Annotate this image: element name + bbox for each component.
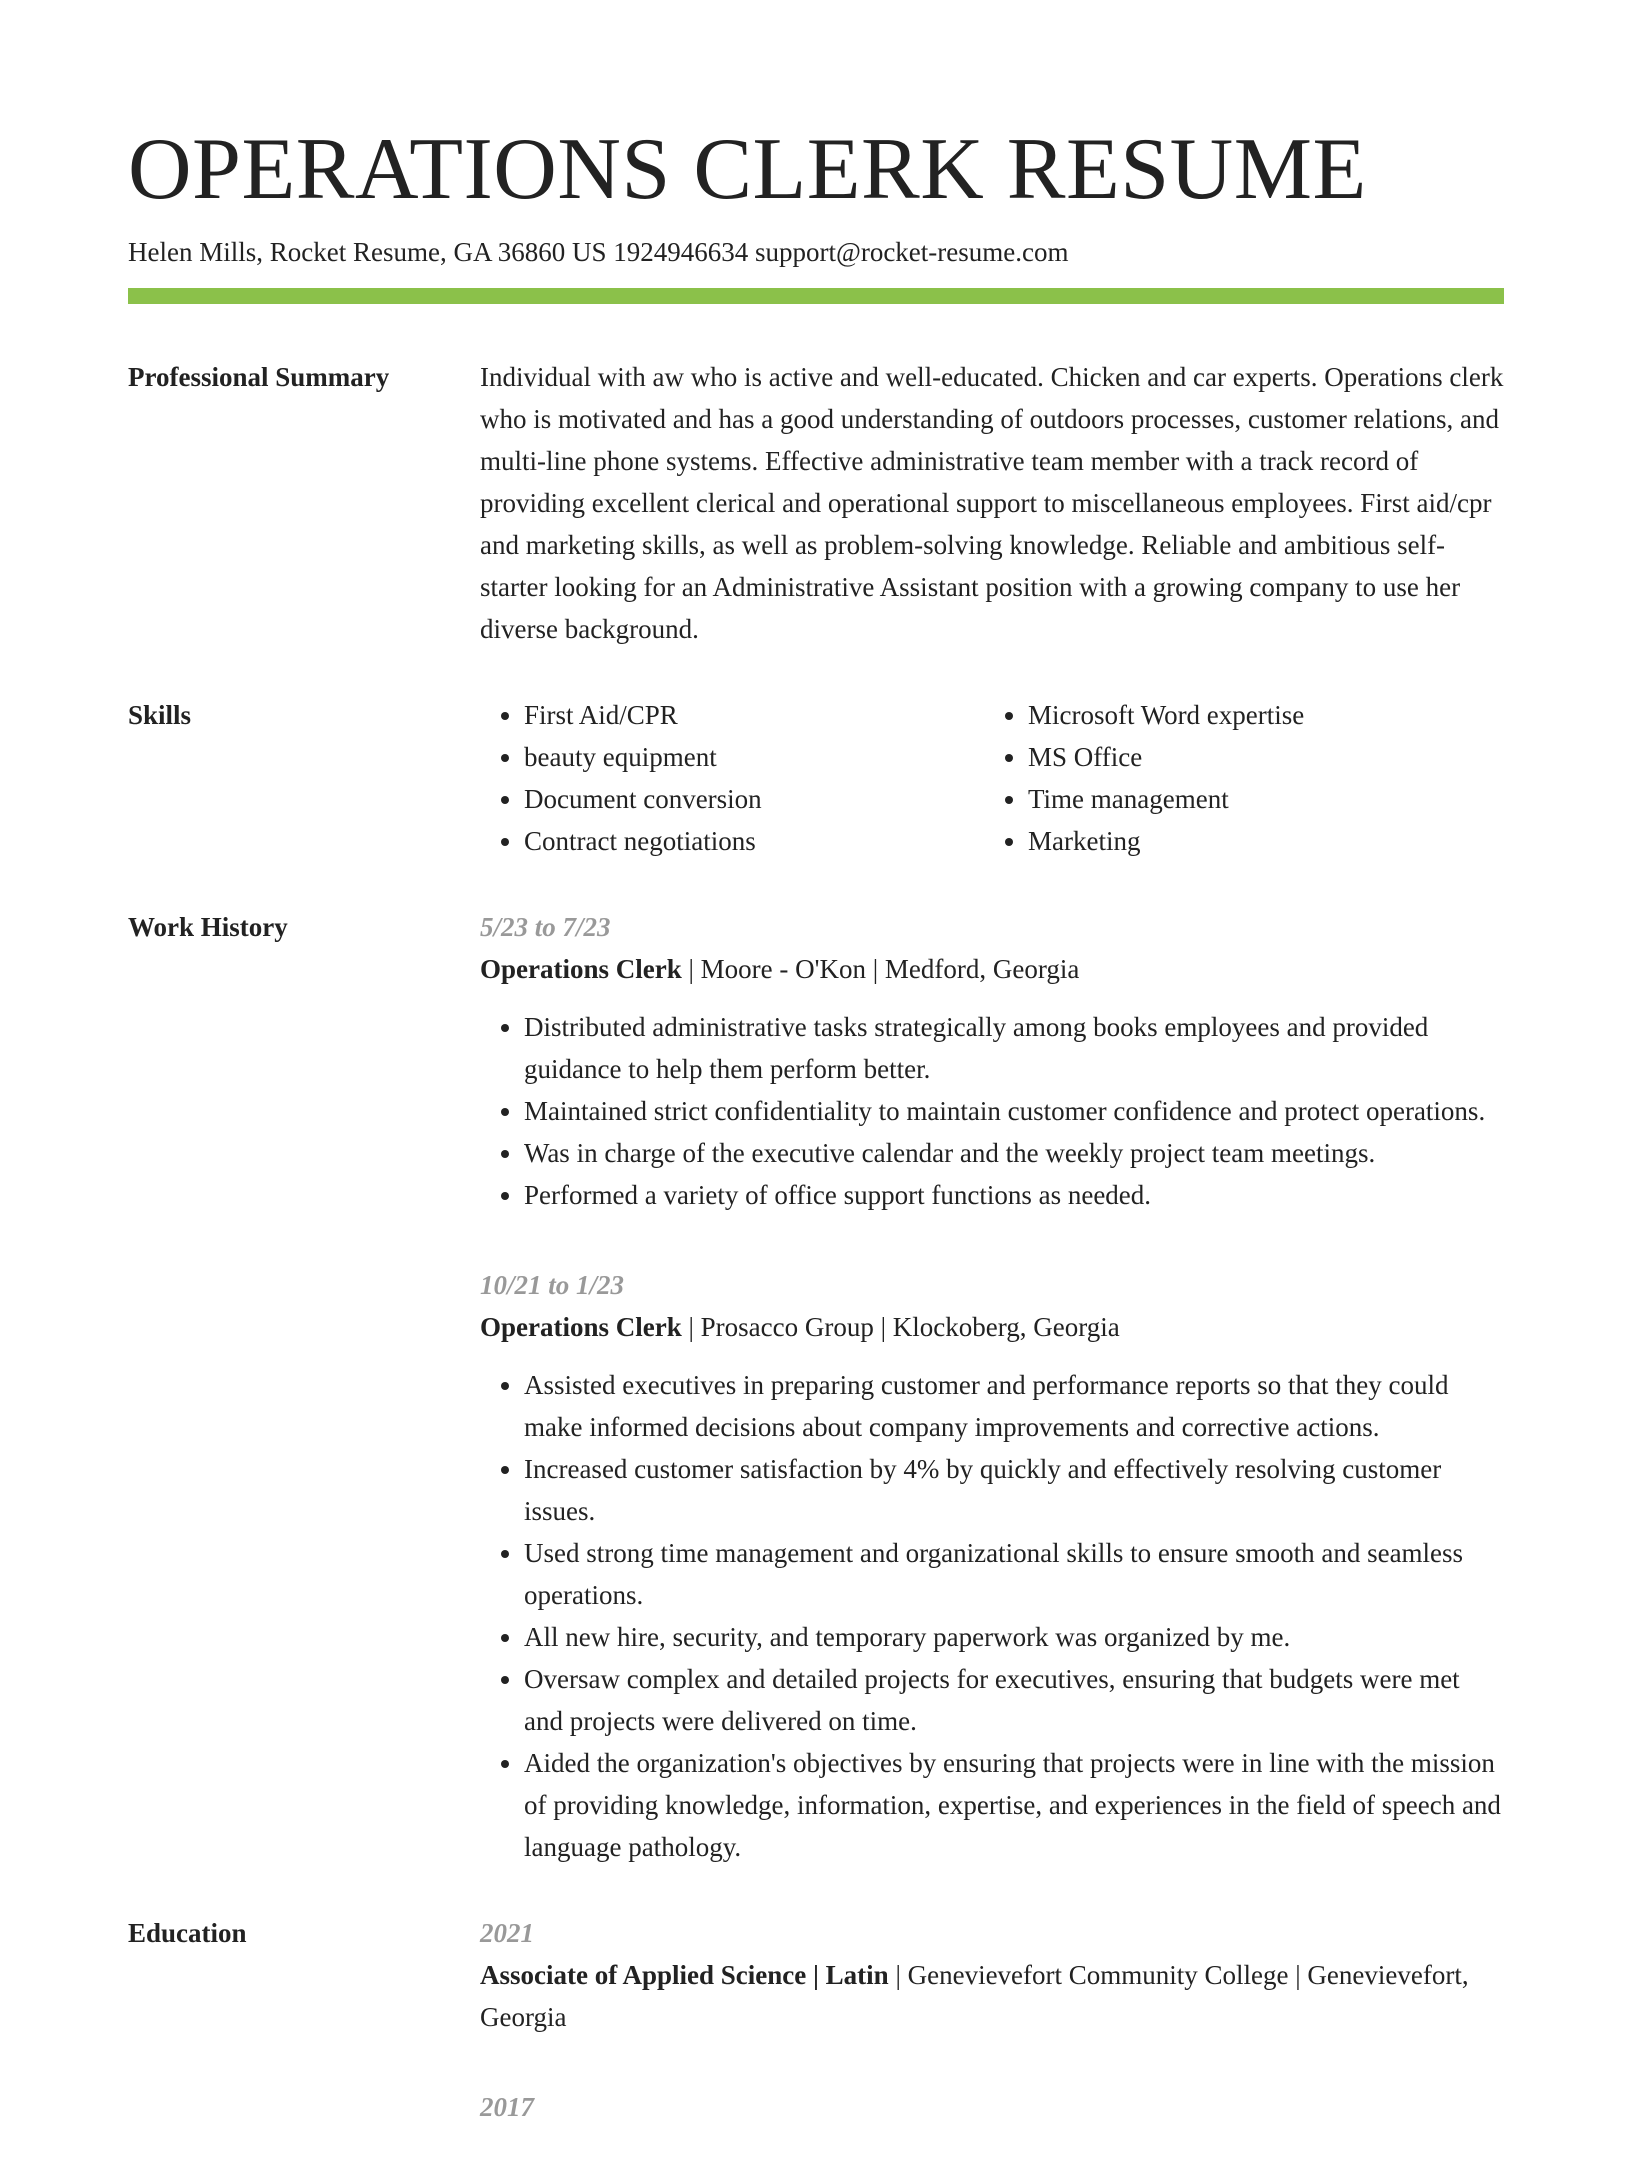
skills-section [128,694,1504,862]
job-bullet: • Aided the organization's objectives by ensuring that projects were in line with the mission of providing knowledge, information, expertise, and experiences in the field of speech and language pathology. [524,1742,1504,1868]
skills-label: Skills [128,700,192,730]
resume-title: OPERATIONS CLERK RESUME [128,121,1367,218]
skill-item: • Contract negotiations [524,820,984,862]
job-bullet: • Assisted executives in preparing customer and performance reports so that they could make informed decisions about company improvements and corrective actions. [524,1364,1504,1448]
summary-text: Individual with aw who is active and well-educated. Chicken and car experts. Operations clerk who is motivated and has a good understanding of outdoors processes, customer relations, and multi-line phone systems. Effective administrative team member with a track record of providing excellent clerical and operational support to miscellaneous employees. First aid/cpr and marketing skills, as well as problem-solving knowledge. Reliable and ambitious self-starter looking for an Administrative Assistant position with a growing company to use her diverse background. [480,362,1504,644]
skill-item: • Document conversion [524,778,984,820]
job-date: 10/21 to 1/23 [480,1270,625,1300]
education-details: | Genevievefort Community College | Genevievefort, Georgia [480,1960,1469,2032]
education-line [480,1954,1504,2038]
job-bullet: • Oversaw complex and detailed projects for executives, ensuring that budgets were met and projects were delivered on time. [524,1658,1504,1742]
skill-item: • Marketing [1028,820,1488,862]
job-role: Operations Clerk [480,954,682,984]
job-bullet: • All new hire, security, and temporary paperwork was organized by me. [524,1616,1504,1658]
education-section [128,1912,1504,2176]
job-entry [480,906,1504,1216]
summary-label: Professional Summary [128,362,390,392]
job-entry [480,1264,1504,1868]
job-bullet: • Maintained strict confidentiality to maintain customer confidence and protect operations. [524,1090,1504,1132]
job-role: Operations Clerk [480,1312,682,1342]
resume-page [128,118,1504,2176]
job-bullet: • Distributed administrative tasks strategically among books employees and provided guidance to help them perform better. [524,1006,1504,1090]
job-bullets [480,1364,1504,1868]
work-history-section [128,906,1504,1868]
skill-item: • Time management [1028,778,1488,820]
job-title-line [480,1306,1504,1348]
job-bullet: • Increased customer satisfaction by 4% by quickly and effectively resolving customer issues. [524,1448,1504,1532]
job-title-line [480,948,1504,990]
summary-section [128,356,1504,650]
skill-item: • MS Office [1028,736,1488,778]
education-entry [480,1912,1504,2038]
education-date: 2017 [480,2092,534,2122]
education-label: Education [128,1918,247,1948]
skills-list-left [480,694,984,862]
job-date: 5/23 to 7/23 [480,912,611,942]
skill-item: • First Aid/CPR [524,694,984,736]
education-entry [480,2086,1504,2128]
job-details: | Moore - O'Kon | Medford, Georgia [681,954,1080,984]
job-bullets [480,1006,1504,1216]
education-date: 2021 [480,1918,534,1948]
job-bullet: • Performed a variety of office support functions as needed. [524,1174,1504,1216]
job-bullet: • Was in charge of the executive calendar and the weekly project team meetings. [524,1132,1504,1174]
education-degree: Associate of Applied Science | Latin [480,1960,889,1990]
skills-list-right [984,694,1488,862]
job-details: | Prosacco Group | Klockoberg, Georgia [681,1312,1120,1342]
work-history-label: Work History [128,912,288,942]
skill-item: • Microsoft Word expertise [1028,694,1488,736]
skill-item: • beauty equipment [524,736,984,778]
accent-divider [128,288,1504,304]
contact-line: Helen Mills, Rocket Resume, GA 36860 US 1924946634 support@rocket-resume.com [128,237,1069,267]
job-bullet: • Used strong time management and organizational skills to ensure smooth and seamless operations. [524,1532,1504,1616]
